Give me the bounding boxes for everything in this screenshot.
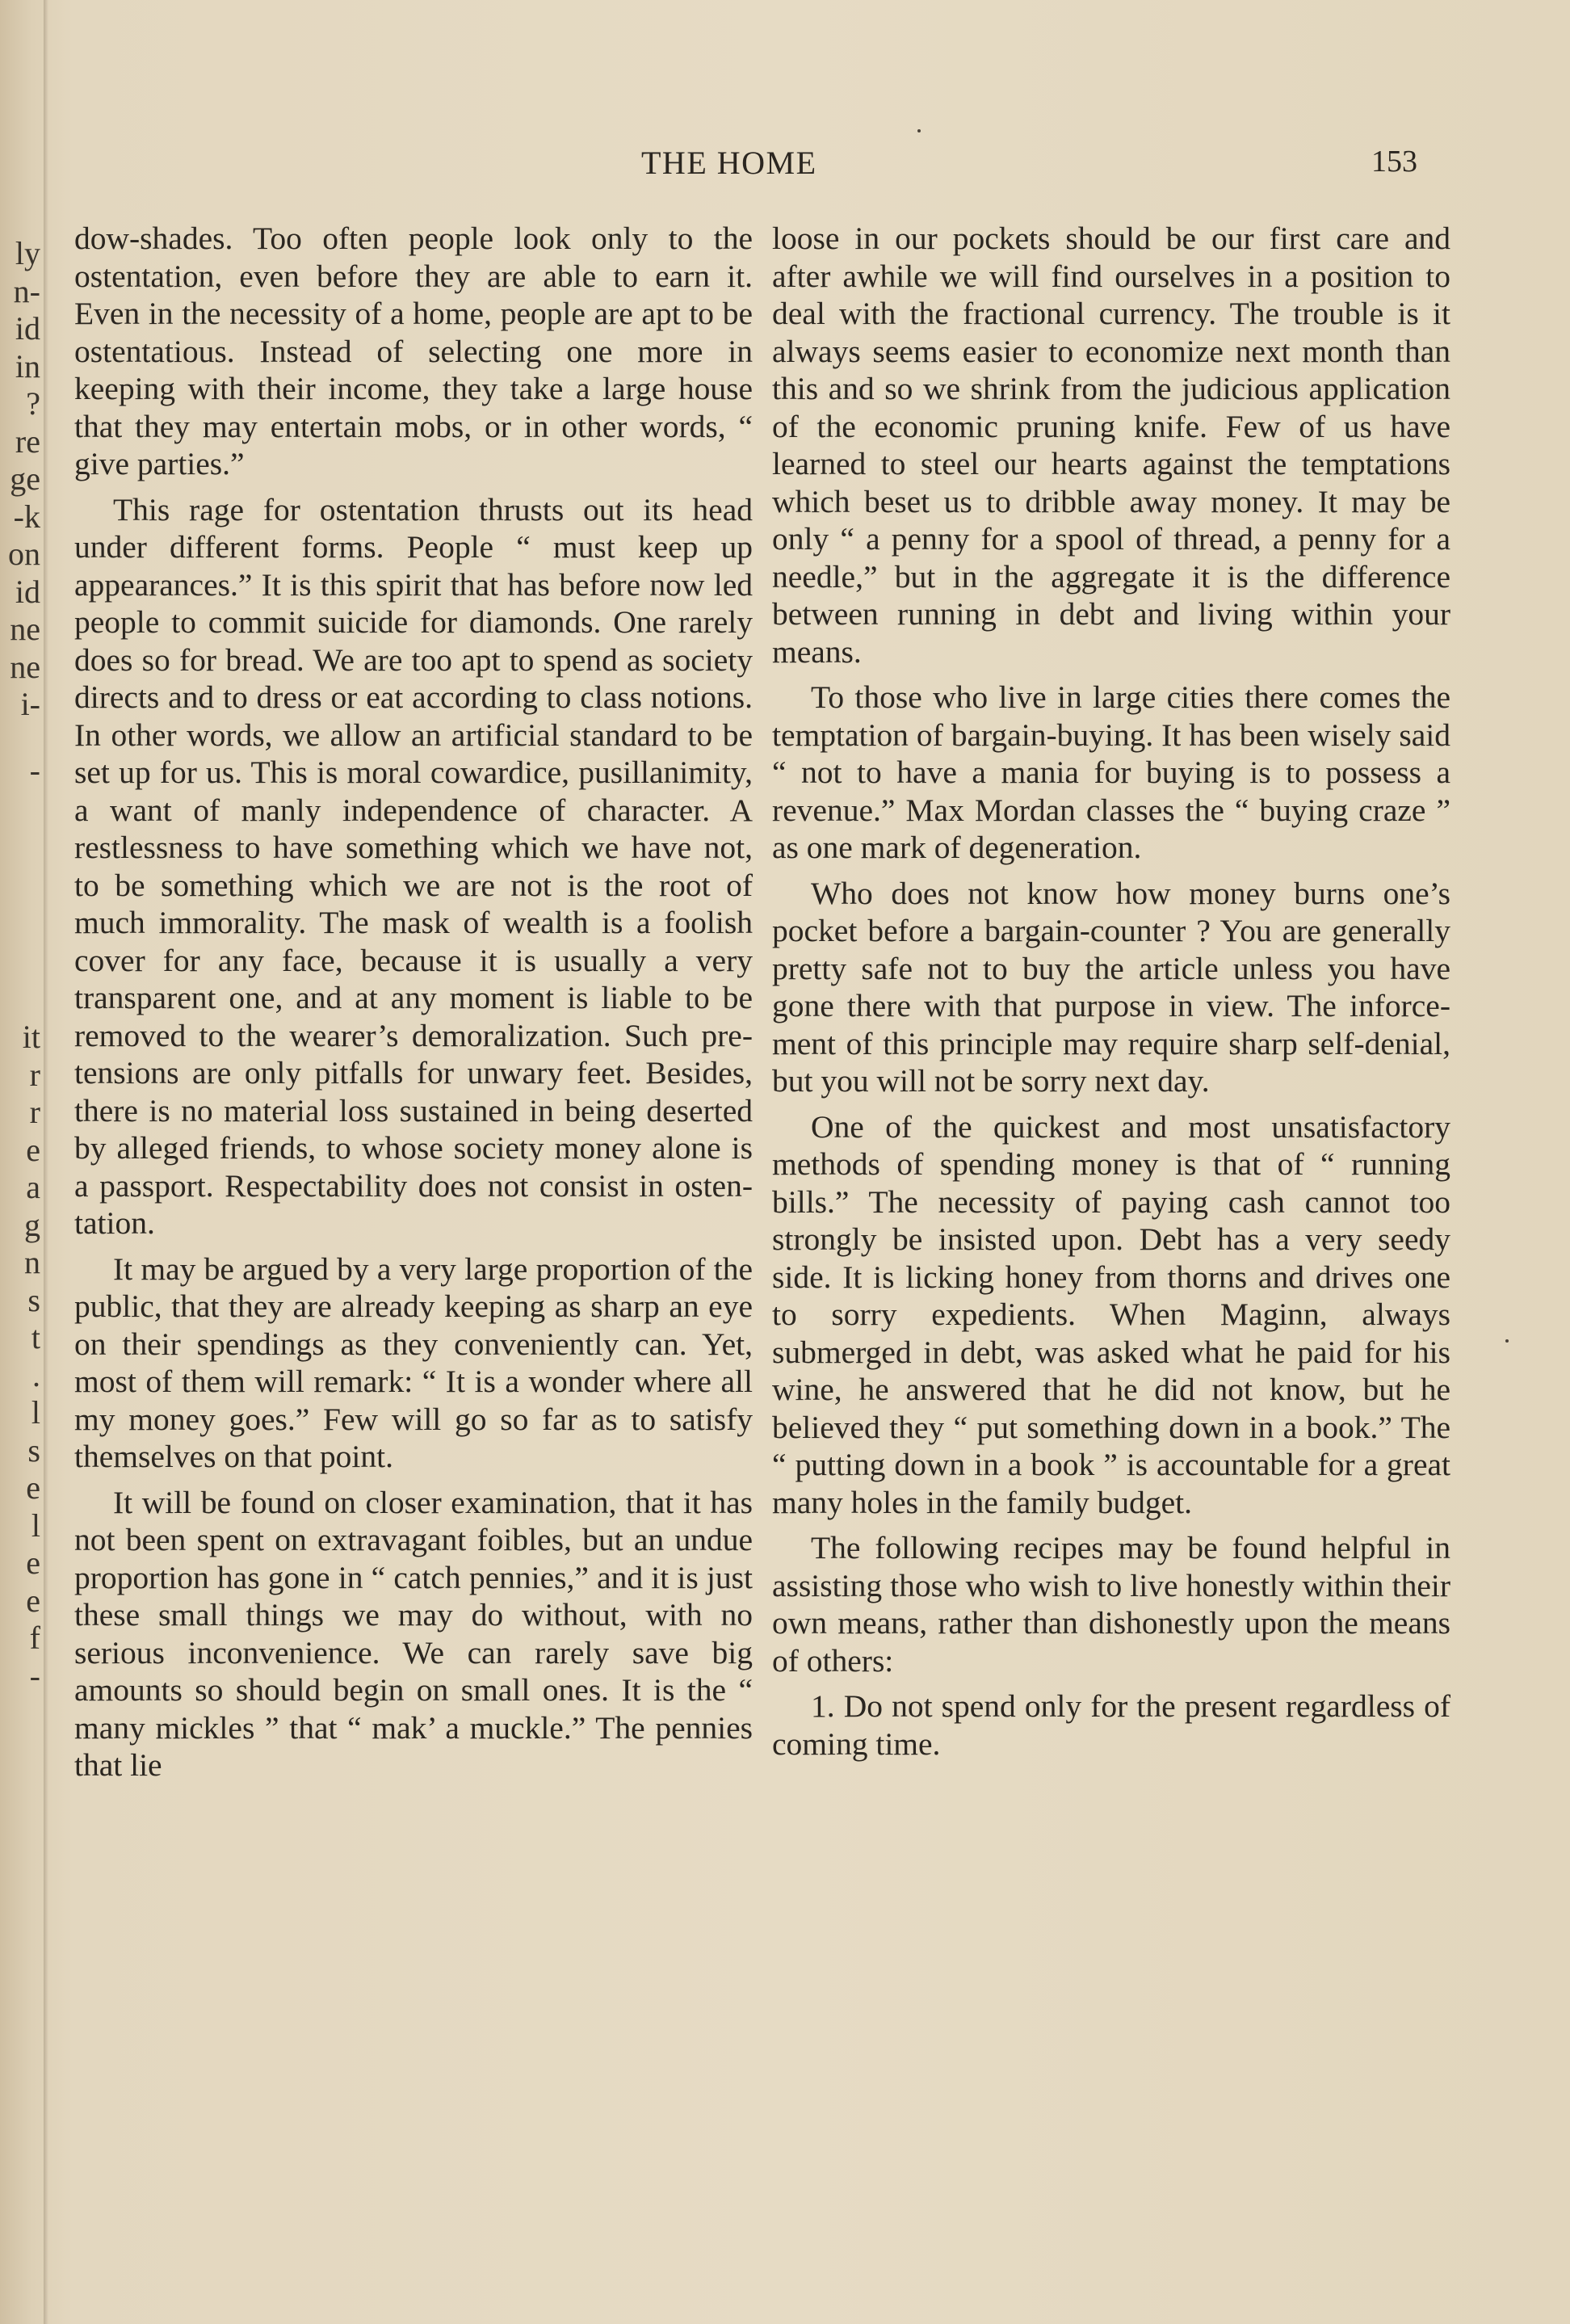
edge-fragment: e [26, 1131, 40, 1168]
edge-fragment: on [8, 536, 40, 572]
edge-fragment: a [26, 1169, 40, 1205]
print-speck [1505, 1339, 1509, 1343]
left-column [74, 220, 753, 1792]
edge-fragment: i- [20, 686, 40, 722]
edge-fragment: s [27, 1281, 40, 1318]
edge-fragment: e [26, 1544, 40, 1581]
adjacent-page-edge [0, 234, 47, 1850]
edge-fragment: s [27, 1431, 40, 1469]
print-speck [917, 129, 921, 132]
edge-fragment: t [31, 1319, 40, 1355]
edge-fragment: ? [26, 385, 40, 422]
edge-fragment: ly [15, 235, 40, 271]
paragraph: The following recipes may be found helpful in assisting those who wish to live honestly within their own means, rather than dishonestly upon the means of others: [772, 1530, 1450, 1679]
edge-fragment: f [29, 1620, 40, 1656]
paragraph: This rage for ostentation thrusts out its head under different forms. People “ must keep up appearances.” It is this spirit that has before now led people to commit suicide for diamonds. One rarely does so for bread. We are too apt to spend as society directs and to dress or eat according to class notions. In other words, we allow an artificial standard to be set up for us. This is moral cowardice, pusillanimity, a want of manly independence of character. A restlessness to have something which we have not, to be something which we are not is the root of much immorality. The mask of wealth is a foolish cover for any face, because it is usually a very transparent one, and at any moment is liable to be removed to the wearer’s demoralization. Such pretensions are only pitfalls for unwary feet. Besides, there is no material loss sustained in being deserted by alleged friends, to whose society money alone is a passport. Respectability does not consist in ostentation. [74, 491, 753, 1241]
page-number: 153 [1371, 145, 1417, 179]
edge-fragment: l [31, 1507, 40, 1544]
edge-fragment: ne [10, 611, 40, 647]
edge-fragment: r [29, 1056, 40, 1093]
edge-fragment: in [15, 347, 40, 385]
numbered-item: 1. Do not spend only for the present regardless of coming time. [772, 1688, 1450, 1762]
paragraph: dow-shades. Too often people look only to the ostentation, even before they are able to earn it. Even in the necessity of a home, people are apt to be ostentatious. Instead of selecting one more in keeping with their income, they take a large house that they may entertain mobs, or in other words, “ give parties.” [74, 221, 753, 481]
edge-fragment: - [29, 752, 40, 788]
edge-fragment: - [29, 1657, 40, 1694]
edge-fragment: g [24, 1206, 40, 1243]
paragraph: It will be found on closer examination, that it has not been spent on extravagant foibles, but an undue proportion has gone in “ catch pennies,” and it is just these small things we may do without, with no serious inconvenience. We can rarely save big amounts so should begin on small ones. It is the “ many mickles ” that “ mak’ a muckle.” The pennies that lie [74, 1484, 753, 1783]
edge-fragment: r [29, 1094, 40, 1130]
edge-fragment: id [15, 310, 40, 347]
edge-fragment: -k [13, 498, 40, 535]
running-head: THE HOME [641, 145, 817, 181]
paragraph: loose in our pockets should be our first care and after awhile we will find ourselves in a position to deal with the fractional currency. The trouble is it always seems easier to economize next month than this and so we shrink from the judicious application of the economic pruning knife. Few of us have learned to steel our hearts against the temptations which beset us to dribble away money. It may be only “ a penny for a spool of thread, a penny for a needle,” but in the aggregate it is the difference between running in debt and living within your means. [772, 221, 1450, 670]
edge-fragment: l [31, 1394, 40, 1431]
right-column [772, 220, 1450, 1771]
edge-fragment: n [24, 1244, 40, 1280]
paragraph: To those who live in large cities there comes the temptation of bargain-buying. It has been wisely said “ not to have a mania for buying is to possess a revenue.” Max Mordan classes the “ buying craze ” as one mark of degeneration. [772, 679, 1450, 865]
edge-fragment: . [32, 1356, 40, 1393]
edge-fragment: e [26, 1469, 40, 1506]
edge-fragment: ne [10, 648, 40, 685]
edge-fragment: ge [10, 460, 40, 497]
edge-fragment: it [22, 1019, 40, 1055]
edge-fragment: id [15, 573, 40, 610]
paragraph: One of the quickest and most unsatisfactory methods of spending money is that of “ running bills.” The necessity of paying cash cannot too strongly be insisted upon. Debt has a very seedy side. It is licking honey from thorns and drives one to sorry expedients. When Maginn, always submerged in debt, was asked what he paid for his wine, he answered that he did not know, but he believed they “ put something down in a book.” The “ putting down in a book ” is accountable for a great many holes in the family budget. [772, 1108, 1450, 1520]
edge-fragment: re [15, 422, 40, 460]
edge-fragment: e [26, 1582, 40, 1619]
paragraph: Who does not know how money burns one’s pocket before a bargain-counter ? You are generally pretty safe not to buy the article unless you have gone there with that purpose in view. The inforcement of this principle may require sharp self-denial, but you will not be sorry next day. [772, 875, 1450, 1099]
edge-fragment: n- [13, 272, 40, 309]
paragraph: It may be argued by a very large proportion of the public, that they are already keeping as sharp an eye on their spendings as they conveniently can. Yet, most of them will remark: “ It is a wonder where all my money goes.” Few will go so far as to satisfy themselves on that point. [74, 1250, 753, 1474]
